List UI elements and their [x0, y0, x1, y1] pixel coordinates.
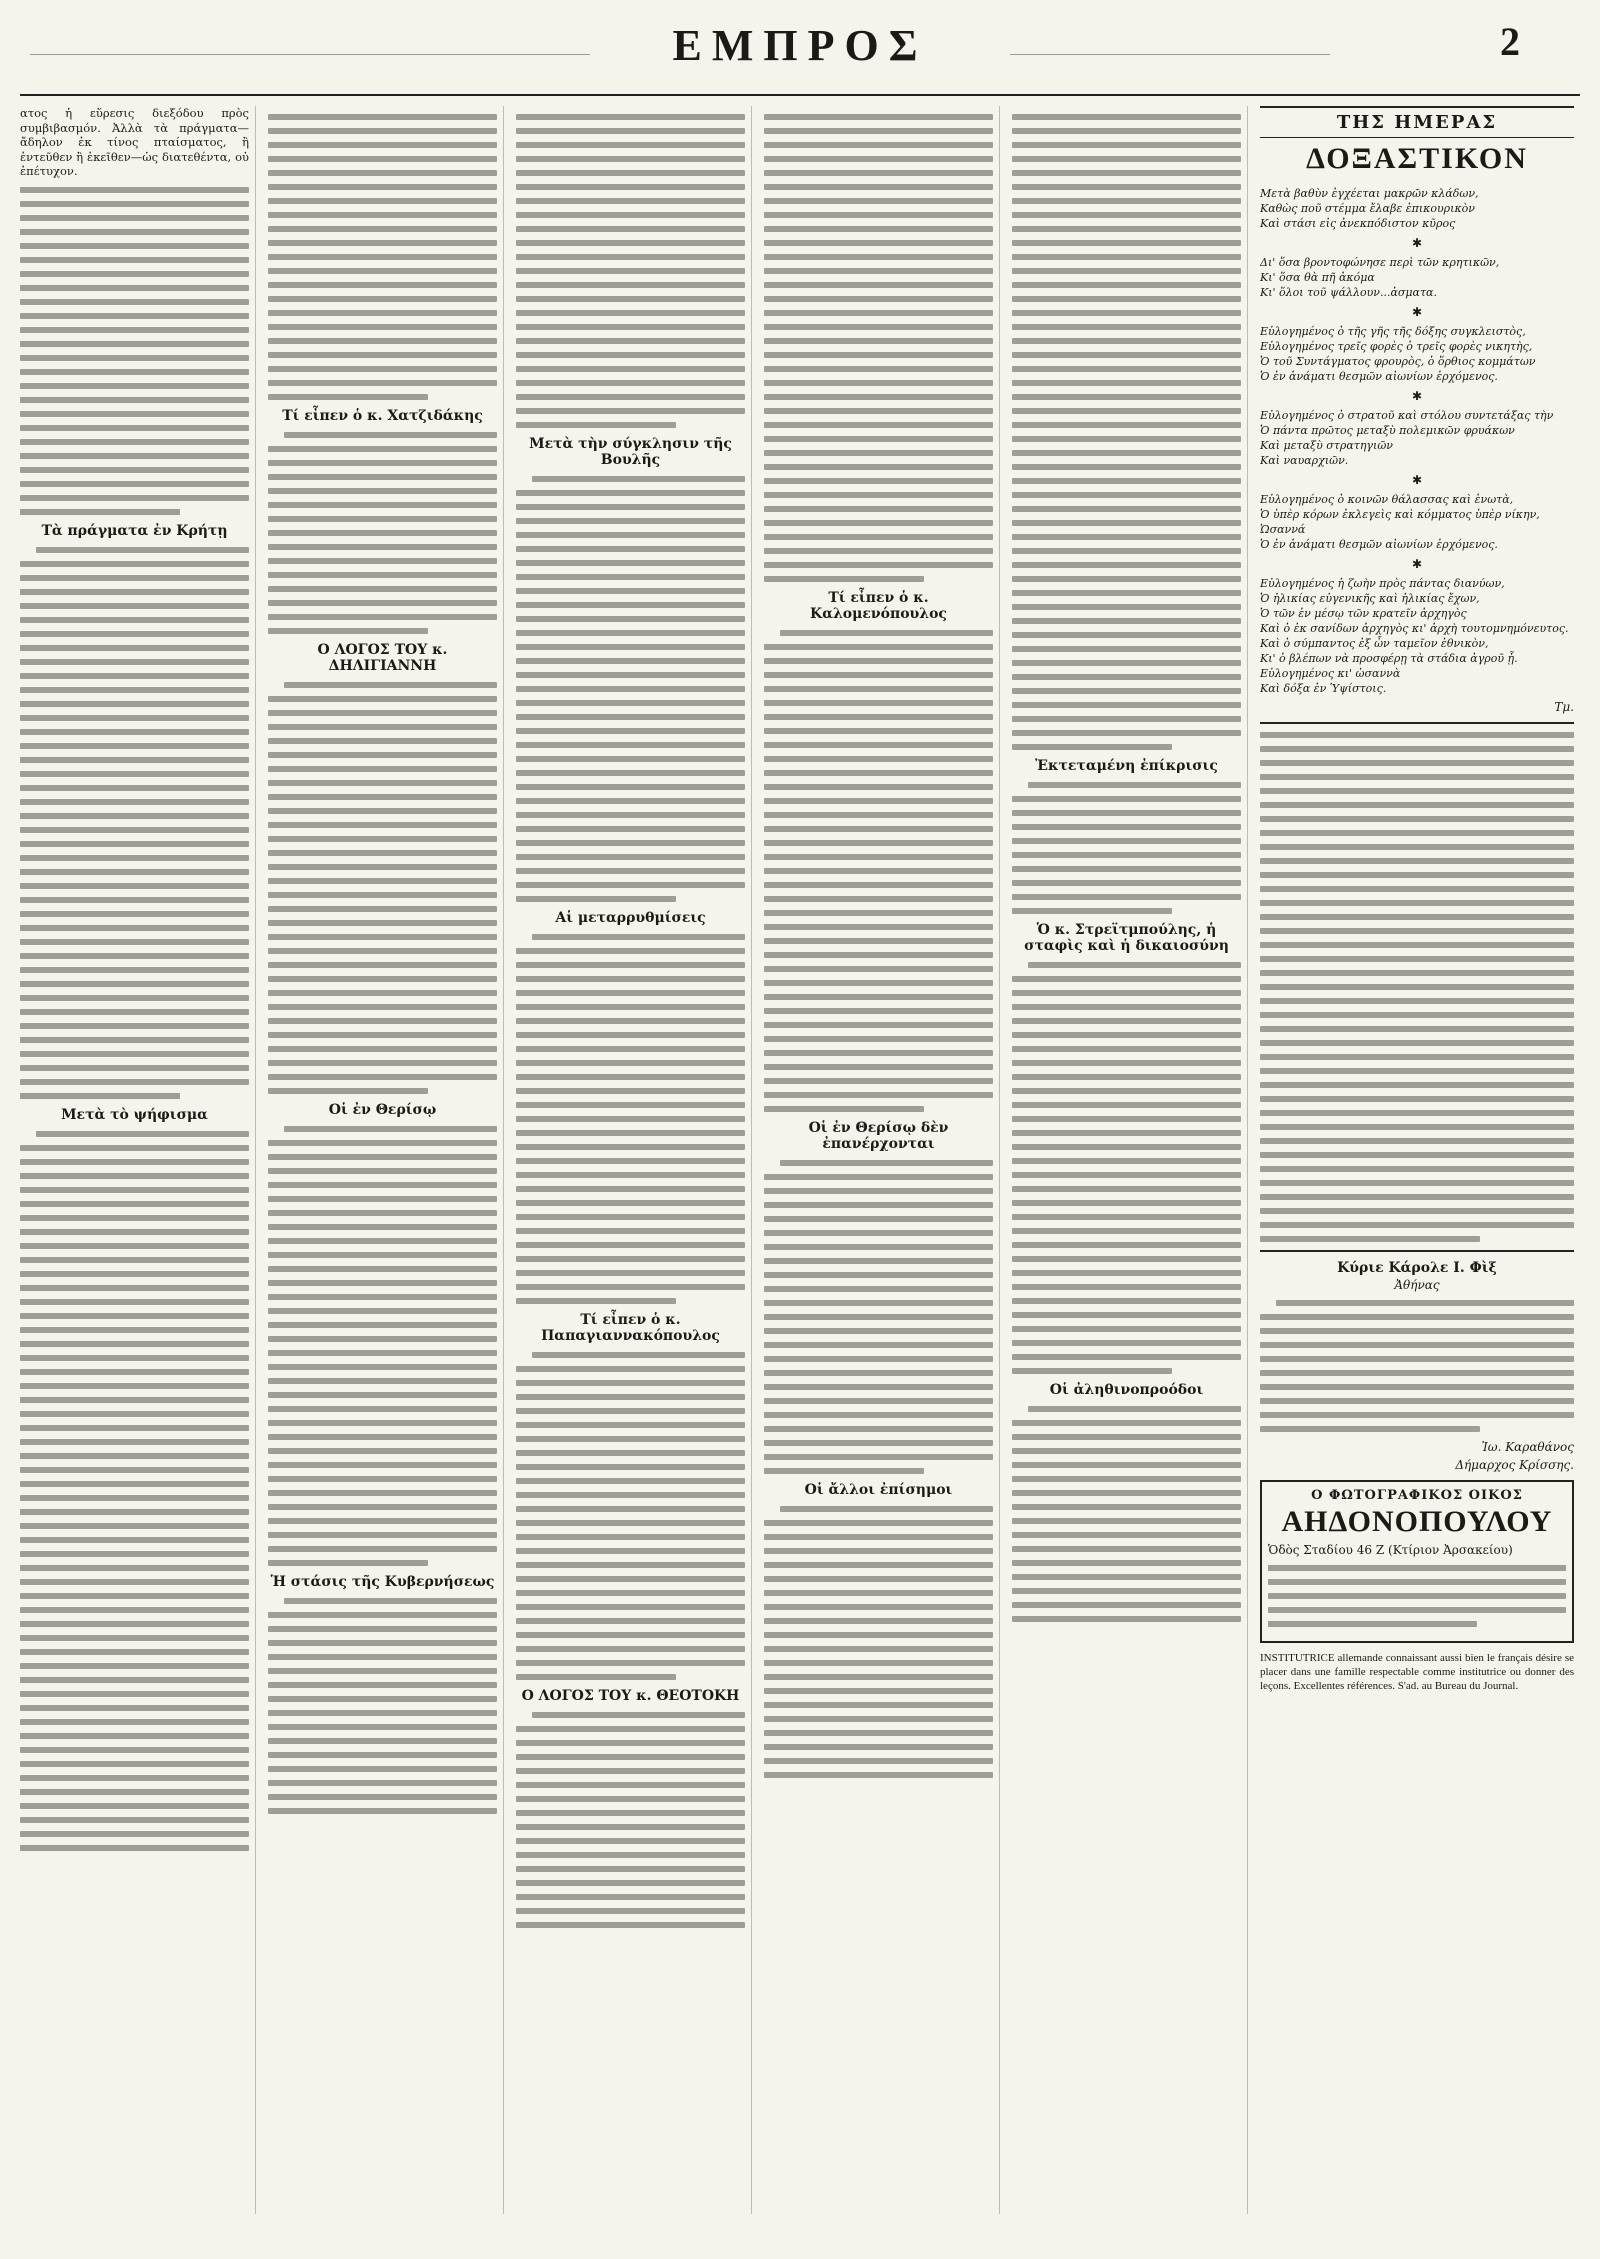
poem-line: Ὁ ἐν ἀνάματι θεσμῶν αἰωνίων ἐρχόμενος.: [1260, 370, 1498, 383]
col5-body: [1012, 114, 1241, 2214]
poem-line: Καὶ στάσι εἰς ἀνεκπόδιστον κῦρος: [1260, 217, 1456, 230]
col3-heading-1: Μετὰ τὴν σύγκλησιν τῆς Βουλῆς: [529, 436, 732, 468]
poem-line: Κι' ὅσα θὰ πῆ ἀκόμα: [1260, 271, 1375, 284]
newspaper-title: ΕΜΠΡΟΣ: [672, 21, 928, 70]
section-divider: [1260, 1250, 1574, 1252]
poem-line: Εὐλογημένος ὁ στρατοῦ καὶ στόλου συντετάξας τὴν: [1260, 409, 1554, 422]
col5-heading-1: Ἐκτεταμένη ἐπίκρισις: [1035, 758, 1218, 774]
column-3: [516, 106, 752, 2214]
column-5: [1012, 106, 1248, 2214]
col4-heading-1: Τί εἶπεν ὁ κ. Καλομενόπουλος: [810, 590, 947, 622]
poem-line: Καὶ μεταξὺ στρατηγιῶν: [1260, 439, 1393, 452]
col1-heading: Τὰ πράγματα ἐν Κρήτῃ: [41, 522, 228, 539]
poem-divider: ✱: [1411, 557, 1423, 571]
feature-box-heading: ΤΗΣ ΗΜΕΡΑΣ: [1260, 106, 1574, 138]
letter-addressee: Κύριε Κάρολε Ι. Φὶξ: [1337, 1260, 1497, 1276]
poem-divider: ✱: [1411, 305, 1423, 319]
col5-heading-3: Οἱ ἀληθινοπροόδοι: [1049, 1382, 1204, 1398]
col2-heading-1: Τί εἶπεν ὁ κ. Χατζιδάκης: [282, 408, 483, 424]
masthead-rule-right: [1010, 54, 1330, 55]
poem-line: Ὁ τῶν ἐν μέσῳ τῶν κρατεῖν ἀρχηγὸς: [1260, 607, 1467, 620]
section-divider: [1260, 722, 1574, 724]
article-columns: [20, 106, 1580, 2214]
poem-line: Ὁ ἠλικίας εὐγενικῆς καὶ ἠλικίας ἔχων,: [1260, 592, 1480, 605]
poem-line: Δι' ὅσα βροντοφώνησε περὶ τῶν κρητικῶν,: [1260, 256, 1500, 269]
ad-company-type: Ο ΦΩΤΟΓΡΑΦΙΚΟΣ ΟΙΚΟΣ: [1311, 1488, 1523, 1503]
column-2: [268, 106, 504, 2214]
col3-heading-4: Ο ΛΟΓΟΣ ΤΟΥ κ. ΘΕΟΤΟΚΗ: [521, 1688, 740, 1704]
masthead: [20, 14, 1580, 96]
poem-line: Καὶ ὁ ἐκ σανίδων ἀρχηγὸς κι' ἀρχὴ τουτομνημόνευτος.: [1260, 622, 1569, 635]
poem-line: Εὐλογημένος ἡ ζωὴν πρὸς πάντας διανύων,: [1260, 577, 1505, 590]
letter-signature: Ἰω. Καραθάνος: [1481, 1440, 1574, 1454]
poem-line: Εὐλογημένος ὁ τῆς γῆς τῆς δόξης συγκλειστὸς,: [1260, 325, 1526, 338]
poem-line: Ὡσαννά: [1260, 523, 1306, 536]
col6-article-body: [1260, 732, 1574, 1242]
poem-line: Καὶ ὁ σύμπαντος ἐξ ὦν ταμεῖον ἐθνικὸν,: [1260, 637, 1489, 650]
poem-line: Καὶ δόξα ἐν Ὑψίστοις.: [1260, 682, 1387, 695]
poem-line: Κι' ὁ βλέπων νὰ προσφέρῃ τὰ στάδια ἀγροῦ ᾖ.: [1260, 652, 1518, 665]
poem-line: Κι' ὅλοι τοῦ ψάλλουν...ἀσματα.: [1260, 286, 1437, 299]
col3-body: [516, 114, 745, 2214]
col1-body: [20, 187, 249, 2214]
col4-heading-2: Οἱ ἐν Θερίσῳ δὲν ἐπανέρχονται: [808, 1120, 949, 1152]
newspaper-page: [20, 14, 1580, 2214]
poem-line: Μετὰ βαθὺν ἐγχέεται μακρῶν κλάδων,: [1260, 187, 1479, 200]
photo-studio-ad: [1260, 1480, 1574, 1643]
letter-signature-title: Δήμαρχος Κρίσσης.: [1455, 1458, 1574, 1472]
poem-line: Εὐλογημένος κι' ὡσαννὰ: [1260, 667, 1401, 680]
col3-heading-3: Τί εἶπεν ὁ κ. Παπαγιαννακόπουλος: [541, 1312, 720, 1344]
col1-intro: ατος ἡ εὕρεσις διεξόδου πρὸς συμβιβασμόν. Ἀλλὰ τὰ πράγματα—ἄδηλον ἐκ τίνος πταίσματος, ἢ ἐντεῦθεν ἢ ἐκεῖθεν—ὡς διατεθέντα, οὐ ἐπέτυχον.: [20, 106, 249, 179]
col2-heading-2: Ο ΛΟΓΟΣ ΤΟΥ κ. ΔΗΛΙΓΙΑΝΝΗ: [317, 642, 448, 674]
poem-line: Ὁ πάντα πρῶτος μεταξὺ πολεμικῶν φρυάκων: [1260, 424, 1515, 437]
poem-divider: ✱: [1411, 389, 1423, 403]
letter-body: [1260, 1300, 1574, 1432]
poem-line: Εὐλογημένος τρεῖς φορὲς ὁ τρεῖς φορὲς νικητὴς,: [1260, 340, 1533, 353]
poem-line: Καὶ ναυαρχιῶν.: [1260, 454, 1349, 467]
col2-body: [268, 114, 497, 2214]
col2-heading-4: Ἡ στάσις τῆς Κυβερνήσεως: [270, 1574, 495, 1590]
poem: [1260, 186, 1574, 714]
ad-body: [1268, 1565, 1566, 1627]
french-notice: INSTITUTRICE allemande connaissant aussi bien le français désire se placer dans une famille respectable comme institutrice ou donner des leçons. Excellentes références. S'ad. au Bureau du Journal.: [1260, 1652, 1574, 1692]
poem-divider: ✱: [1411, 236, 1423, 250]
poem-line: Ὁ ἐν ἀνάματι θεσμῶν αἰωνίων ἐρχόμενος.: [1260, 538, 1498, 551]
col5-heading-2: Ὁ κ. Στρεϊτμπούλης, ἡ σταφὶς καὶ ἡ δικαιοσύνη: [1024, 922, 1229, 954]
ad-brand: ΑΗΔΟΝΟΠΟΥΛΟΥ: [1281, 1505, 1553, 1538]
feature-box-title: ΔΟΞΑΣΤΙΚΟΝ: [1306, 142, 1528, 175]
col4-heading-3: Οἱ ἄλλοι ἐπίσημοι: [804, 1482, 953, 1498]
ad-address: Ὁδὸς Σταδίου 46 Ζ (Κτίριον Ἀρσακείου): [1268, 1543, 1513, 1557]
poem-line: Καθὼς ποῦ στέμμα ἔλαβε ἐπικουρικὸν: [1260, 202, 1475, 215]
column-1: [20, 106, 256, 2214]
column-4: [764, 106, 1000, 2214]
column-6: [1260, 106, 1580, 2214]
letter-place: Ἀθήνας: [1394, 1278, 1440, 1292]
poem-signature: Τμ.: [1554, 700, 1574, 714]
poem-line: Ὁ ὑπὲρ κόρων ἐκλεγεὶς καὶ κόμματος ὑπὲρ νίκην,: [1260, 508, 1540, 521]
poem-line: Εὐλογημένος ὁ κοινῶν θάλασσας καὶ ἑνωτὰ,: [1260, 493, 1514, 506]
col3-heading-2: Αἱ μεταρρυθμίσεις: [555, 910, 706, 926]
poem-divider: ✱: [1411, 473, 1423, 487]
page-number: 2: [1500, 19, 1520, 64]
col2-heading-3: Οἱ ἐν Θερίσῳ: [328, 1102, 437, 1118]
col1-section2-heading: Μετὰ τὸ ψήφισμα: [61, 1106, 208, 1123]
poem-line: Ὁ τοῦ Συντάγματος φρουρὸς, ὁ ὅρθιος κομμάτων: [1260, 355, 1536, 368]
col4-body: [764, 114, 993, 2214]
